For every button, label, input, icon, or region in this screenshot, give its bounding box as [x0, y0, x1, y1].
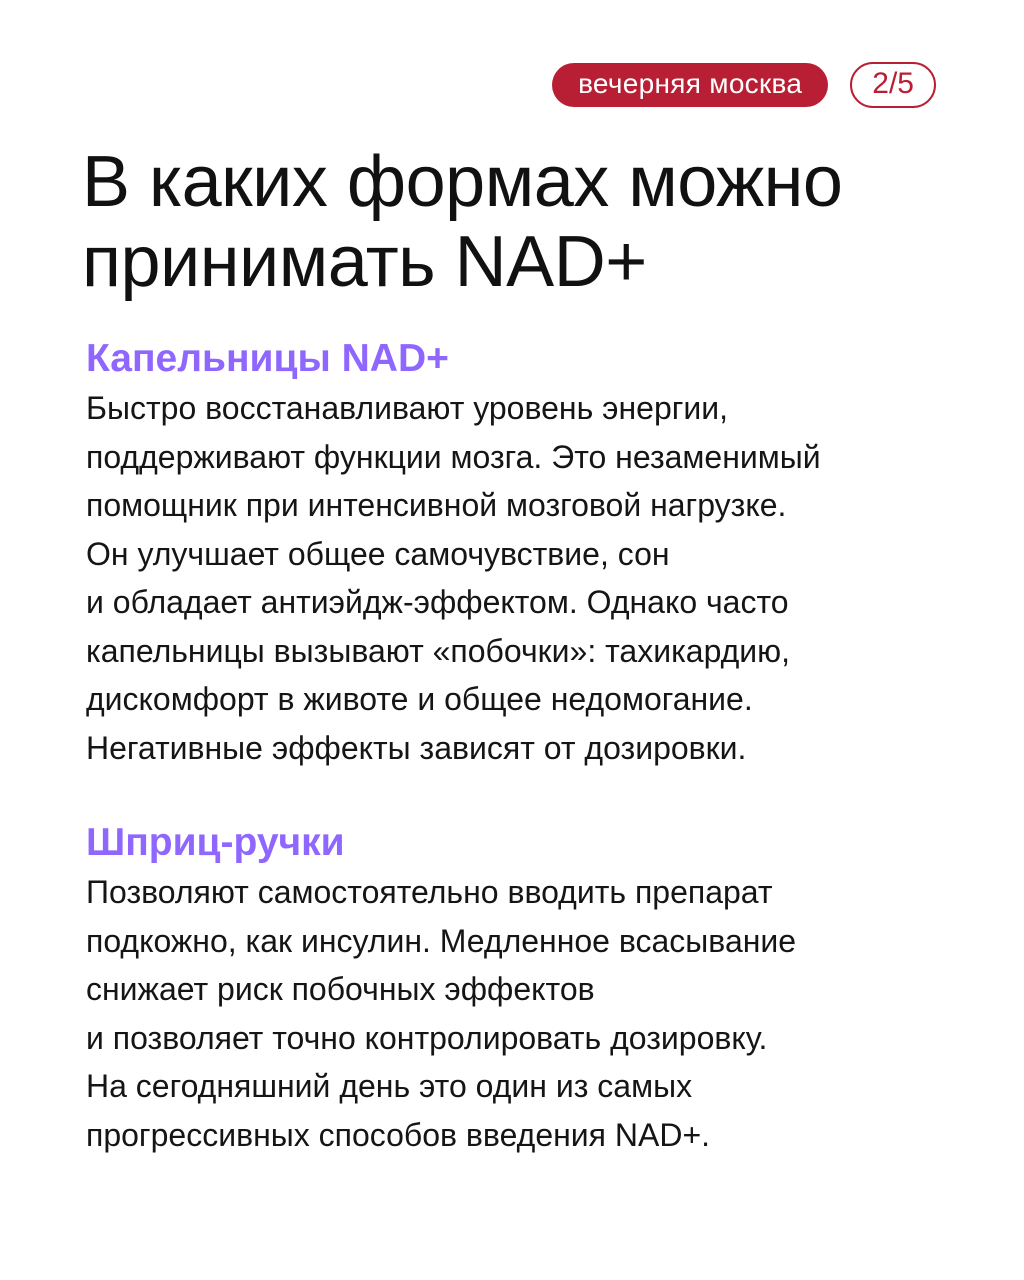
title-line: В каких формах можно: [82, 142, 843, 222]
body-line: помощник при интенсивной мозговой нагрузке.: [86, 487, 787, 523]
body-line: дискомфорт в животе и общее недомогание.: [86, 681, 753, 717]
body-line: Негативные эффекты зависят от дозировки.: [86, 729, 747, 766]
title-line: принимать NAD+: [82, 222, 647, 302]
body-line: снижает риск побочных эффектов: [86, 971, 595, 1007]
body-line: поддерживают функции мозга. Это незаменимый: [86, 438, 821, 475]
body-line: прогрессивных способов введения NAD+.: [86, 1116, 711, 1153]
section-iv-drips: [86, 334, 966, 772]
body-line: и обладает антиэйдж-эффектом. Однако часто: [86, 584, 789, 620]
section-heading: Шприц-ручки: [86, 821, 345, 864]
body-line: капельницы вызывают «побочки»: тахикардию,: [86, 632, 791, 669]
page-title: [82, 142, 982, 302]
body-line: Быстро восстанавливают уровень энергии,: [86, 390, 729, 426]
body-line: и позволяет точно контролировать дозировку.: [86, 1019, 768, 1056]
body-line: подкожно, как инсулин. Медленное всасывание: [86, 922, 797, 959]
section-pen-injectors: [86, 818, 966, 1159]
header: [552, 62, 936, 108]
body-line: Позволяют самостоятельно вводить препарат: [86, 874, 773, 910]
section-body: [86, 384, 966, 772]
section-body: [86, 868, 966, 1159]
body-line: На сегодняшний день это один из самых: [86, 1068, 693, 1104]
section-heading: Капельницы NAD+: [86, 337, 449, 380]
brand-badge: вечерняя москва: [552, 63, 828, 107]
body-line: Он улучшает общее самочувствие, сон: [86, 535, 670, 572]
page-counter: 2/5: [850, 62, 936, 108]
